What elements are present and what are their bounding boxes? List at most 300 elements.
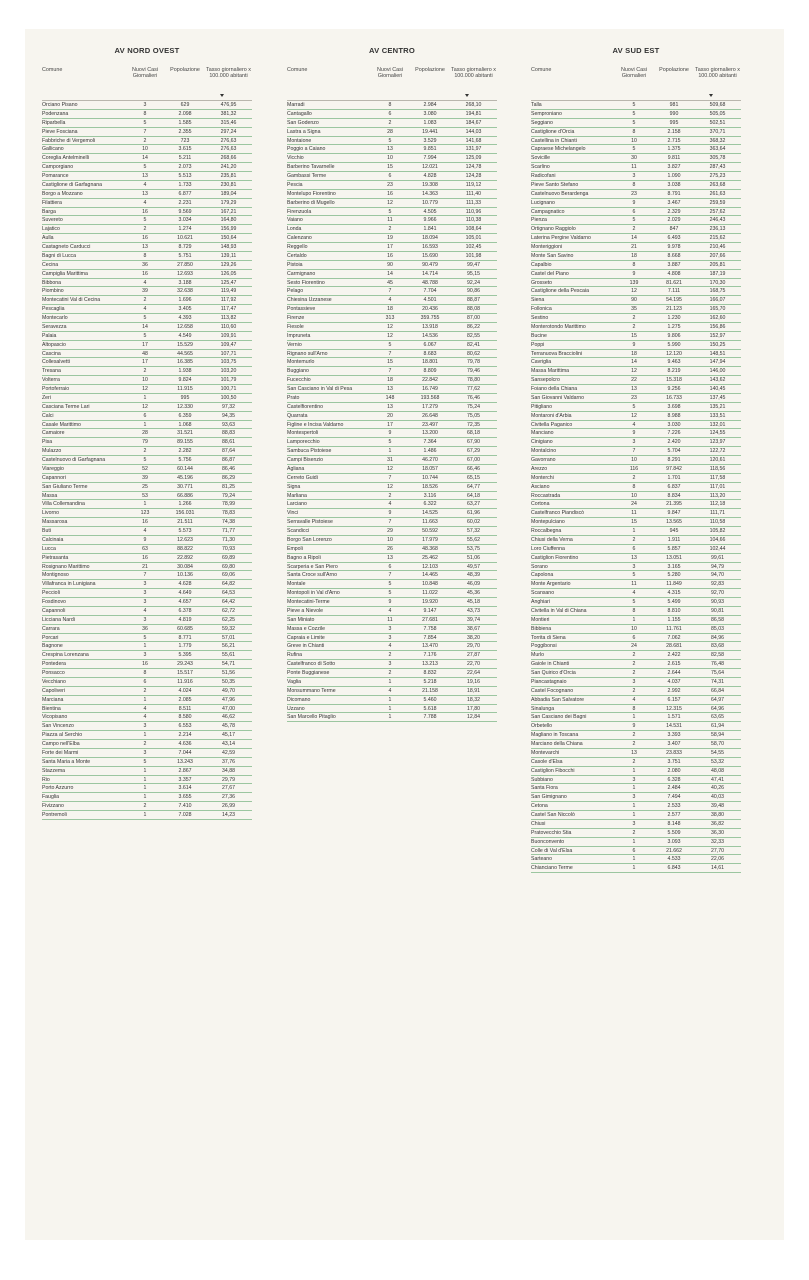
table-row (42, 216, 252, 225)
cell-cases: 5 (388, 341, 392, 348)
cell-cases: 6 (388, 173, 392, 179)
table-row (287, 385, 497, 394)
table-row (42, 403, 252, 412)
cell-comune: San Marcello Pitaglio (287, 714, 336, 721)
cell-rate: 126,05 (220, 270, 237, 277)
cell-population: 3.357 (178, 776, 192, 783)
cell-cases: 1 (143, 421, 147, 428)
cell-rate: 64,96 (711, 705, 724, 712)
cell-population: 32.638 (177, 288, 193, 295)
header-rate[interactable]: Tasso giornaliero x 100.000 abitanti (206, 67, 251, 79)
cell-rate: 42,59 (222, 749, 235, 756)
cell-population: 1.230 (667, 315, 681, 321)
cell-population: 12.103 (422, 563, 438, 570)
table-row (287, 199, 497, 208)
cell-cases: 2 (143, 687, 147, 694)
cell-comune: Vinci (287, 510, 299, 517)
cell-cases: 16 (142, 270, 148, 277)
cell-population: 50.592 (422, 528, 438, 534)
cell-comune: Pieve a Nievole (287, 607, 324, 614)
cell-cases: 79 (142, 439, 148, 446)
cell-comune: Bibbona (42, 279, 62, 286)
header-comune[interactable]: Comune (42, 67, 63, 73)
cell-comune: Gaiole in Chianti (531, 661, 570, 668)
cell-cases: 3 (632, 794, 636, 801)
cell-rate: 236,13 (709, 226, 726, 233)
table-row (287, 687, 497, 696)
cell-cases: 12 (142, 403, 148, 410)
cell-comune: Montaione (287, 137, 312, 144)
cell-population: 5.513 (178, 173, 192, 179)
cell-cases: 11 (387, 616, 393, 623)
cell-cases: 11 (387, 217, 393, 224)
cell-cases: 45 (387, 279, 393, 286)
cell-comune: Altopascio (42, 341, 66, 348)
cell-cases: 24 (631, 643, 637, 650)
cell-population: 3.080 (423, 110, 437, 117)
table-row (531, 429, 741, 438)
cell-population: 21.158 (422, 687, 438, 694)
cell-cases: 5 (388, 590, 392, 597)
cell-cases: 8 (143, 252, 147, 259)
cell-population: 5.280 (667, 572, 681, 579)
cell-comune: Pontassieve (287, 306, 316, 313)
table-row (287, 314, 497, 323)
cell-cases: 13 (631, 554, 637, 561)
cell-rate: 99,47 (467, 261, 480, 268)
table-row (287, 438, 497, 447)
table-row (42, 367, 252, 376)
header-population[interactable]: Popolazione (170, 67, 200, 73)
cell-population: 1.274 (178, 226, 192, 233)
table-row (531, 101, 741, 110)
cell-population: 2.355 (178, 128, 192, 135)
cell-rate: 297,24 (220, 128, 237, 135)
cell-comune: Sarteano (531, 856, 553, 863)
cell-rate: 124,55 (709, 430, 726, 437)
table-row (287, 713, 497, 722)
cell-population: 6.157 (667, 696, 681, 703)
cell-rate: 88,08 (467, 306, 480, 313)
cell-population: 45.196 (177, 474, 193, 481)
cell-comune: Bucine (531, 332, 547, 339)
cell-cases: 1 (388, 696, 392, 703)
cell-rate: 123,97 (709, 439, 726, 446)
cell-comune: Castelfranco Piandiscò (531, 510, 585, 517)
cell-cases: 2 (143, 368, 147, 375)
table-row (531, 314, 741, 323)
cell-rate: 64,97 (711, 696, 724, 703)
cell-comune: Castiglion Fibocchi (531, 767, 575, 774)
table-row (287, 181, 497, 190)
header-population[interactable]: Popolazione (415, 67, 445, 73)
table-row (531, 243, 741, 252)
cell-rate: 315,46 (220, 119, 237, 126)
cell-population: 1.911 (667, 536, 681, 543)
cell-rate: 110,38 (465, 217, 482, 224)
cell-cases: 18 (631, 252, 637, 259)
table-row (287, 536, 497, 545)
cell-cases: 3 (143, 102, 147, 108)
cell-comune: Chiusi della Verna (531, 536, 573, 543)
cell-population: 19.308 (422, 181, 438, 188)
cell-population: 54.195 (666, 297, 682, 304)
table-row (531, 509, 741, 518)
cell-population: 1.701 (667, 474, 681, 481)
cell-population: 2.577 (667, 812, 681, 818)
cell-cases: 8 (632, 705, 636, 712)
cell-cases: 31 (387, 457, 393, 463)
cell-cases: 15 (631, 519, 637, 526)
cell-rate: 22,70 (467, 661, 480, 668)
cell-comune: Lastra a Signa (287, 128, 321, 135)
table-row (531, 500, 741, 509)
table-row (531, 270, 741, 279)
cell-comune: Montepulciano (531, 519, 565, 526)
table-row (42, 651, 252, 660)
cell-population: 1.841 (423, 226, 437, 233)
cell-population: 6.493 (667, 235, 681, 242)
cell-comune: Montignoso (42, 572, 69, 579)
table-row (42, 767, 252, 776)
table-row (42, 740, 252, 749)
cell-population: 26.648 (422, 412, 438, 419)
cell-population: 6.837 (667, 483, 681, 490)
cell-population: 12.693 (177, 270, 193, 277)
cell-cases: 1 (632, 528, 636, 534)
header-cases[interactable]: Nuovi Casi Giornalieri (620, 67, 648, 79)
sort-descending-icon[interactable] (709, 94, 713, 97)
table-row (531, 492, 741, 501)
cell-cases: 4 (143, 279, 147, 286)
table-row (42, 208, 252, 217)
table-row (531, 154, 741, 163)
cell-cases: 4 (143, 705, 147, 712)
cell-comune: Buggiano (287, 368, 309, 375)
table-row (42, 483, 252, 492)
cell-cases: 12 (387, 323, 393, 330)
cell-population: 3.393 (667, 732, 681, 739)
column-title: AV NORD OVEST (114, 46, 180, 55)
cell-cases: 13 (142, 190, 148, 197)
sort-descending-icon[interactable] (220, 94, 224, 97)
table-row (42, 589, 252, 598)
cell-comune: Fauglia (42, 794, 60, 801)
table-row (531, 784, 741, 793)
cell-cases: 3 (388, 634, 392, 641)
cell-population: 7.410 (178, 803, 192, 810)
cell-rate: 43,14 (222, 741, 235, 747)
cell-cases: 7 (388, 368, 392, 375)
cell-comune: Castiglione d'Orcia (531, 128, 575, 135)
table-row (42, 145, 252, 154)
cell-rate: 51,06 (467, 554, 480, 561)
table-row (531, 634, 741, 643)
table-row (42, 518, 252, 527)
table-row (531, 660, 741, 669)
cell-population: 7.028 (178, 812, 192, 818)
cell-rate: 57,32 (467, 528, 480, 534)
cell-comune: Vaglia (287, 678, 302, 685)
table-row (42, 287, 252, 296)
table-row (42, 252, 252, 261)
cell-population: 11.849 (666, 581, 682, 588)
table-row (42, 554, 252, 563)
cell-cases: 14 (142, 323, 148, 330)
table-row (531, 598, 741, 607)
cell-cases: 14 (631, 359, 637, 366)
table-row (42, 128, 252, 137)
cell-rate: 58,70 (711, 741, 724, 747)
cell-rate: 32,33 (711, 838, 724, 845)
cell-cases: 2 (143, 137, 147, 144)
sort-descending-icon[interactable] (465, 94, 469, 97)
cell-population: 12.021 (422, 164, 438, 171)
table-row (42, 305, 252, 314)
cell-cases: 16 (142, 554, 148, 561)
cell-rate: 100,71 (220, 386, 237, 392)
cell-population: 89.155 (177, 439, 193, 446)
cell-population: 5.751 (178, 252, 192, 259)
cell-comune: Santa Croce sull'Arno (287, 572, 338, 579)
cell-comune: Tresana (42, 368, 61, 375)
cell-cases: 18 (387, 377, 393, 384)
cell-population: 13.470 (422, 643, 438, 650)
cell-cases: 3 (632, 563, 636, 570)
cell-cases: 14 (631, 235, 637, 242)
table-row (531, 287, 741, 296)
table-row (42, 474, 252, 483)
cell-comune: Arezzo (531, 465, 548, 472)
cell-comune: Castellina in Chianti (531, 137, 577, 144)
cell-comune: Bientina (42, 705, 61, 712)
cell-cases: 18 (387, 306, 393, 313)
cell-cases: 26 (387, 545, 393, 552)
cell-comune: Piazza al Serchio (42, 732, 83, 739)
cell-rate: 205,81 (709, 261, 726, 268)
cell-comune: Terranuova Bracciolini (531, 350, 583, 357)
cell-comune: San Giuliano Terme (42, 483, 88, 490)
cell-cases: 6 (143, 412, 147, 419)
cell-rate: 207,66 (709, 252, 726, 259)
cell-population: 5.990 (667, 341, 681, 348)
table-row (287, 483, 497, 492)
cell-rate: 111,40 (465, 190, 482, 197)
cell-rate: 36,30 (711, 829, 724, 836)
cell-population: 8.834 (667, 492, 681, 499)
cell-cases: 5 (632, 403, 636, 410)
table-row (42, 802, 252, 811)
cell-rate: 68,18 (467, 430, 480, 437)
table-row (287, 447, 497, 456)
cell-comune: Cerreto Guidi (287, 474, 318, 481)
table-row (531, 225, 741, 234)
cell-population: 3.188 (178, 279, 192, 286)
cell-rate: 117,47 (220, 306, 237, 313)
cell-cases: 8 (632, 607, 636, 614)
table-row (42, 429, 252, 438)
cell-cases: 1 (388, 448, 392, 455)
cell-comune: Orciano Pisano (42, 102, 78, 108)
cell-rate: 69,06 (222, 572, 235, 579)
cell-cases: 1 (388, 714, 392, 721)
cell-population: 3.615 (178, 146, 192, 153)
cell-cases: 13 (631, 386, 637, 392)
table-row (531, 145, 741, 154)
cell-rate: 179,29 (220, 199, 237, 206)
header-comune[interactable]: Comune (531, 67, 552, 73)
cell-rate: 63,27 (467, 501, 480, 508)
cell-rate: 40,03 (711, 794, 724, 801)
table-row (531, 589, 741, 598)
cell-rate: 102,44 (709, 545, 726, 552)
cell-rate: 85,03 (711, 625, 724, 632)
table-header (531, 67, 741, 101)
cell-population: 8.291 (667, 457, 681, 463)
cell-comune: Vaiano (287, 217, 303, 224)
table-row (531, 616, 741, 625)
cell-comune: Monte San Savino (531, 252, 574, 259)
cell-population: 14.363 (422, 190, 438, 197)
tables-panel (25, 29, 784, 1240)
cell-cases: 9 (632, 270, 636, 277)
cell-rate: 194,81 (465, 110, 482, 117)
cell-rate: 156,86 (709, 323, 726, 330)
cell-cases: 4 (632, 696, 636, 703)
cell-comune: Orbetello (531, 723, 553, 730)
cell-rate: 90,86 (467, 288, 480, 295)
cell-cases: 5 (632, 572, 636, 579)
cell-cases: 116 (629, 465, 639, 472)
cell-rate: 137,45 (709, 394, 726, 401)
header-rate[interactable]: Tasso giornaliero x 100.000 abitanti (695, 67, 740, 79)
cell-comune: San Godenzo (287, 119, 319, 126)
cell-comune: Campagnatico (531, 208, 565, 215)
table-row (531, 802, 741, 811)
cell-cases: 36 (142, 625, 148, 632)
cell-population: 9.966 (423, 217, 437, 224)
cell-cases: 10 (387, 155, 393, 162)
cell-rate: 259,59 (709, 199, 726, 206)
table-body (287, 101, 497, 722)
cell-comune: Impruneta (287, 332, 311, 339)
cell-rate: 53,75 (467, 545, 480, 552)
cell-comune: Grosseto (531, 279, 553, 286)
cell-rate: 150,25 (709, 341, 726, 348)
cell-comune: Marliana (287, 492, 307, 499)
cell-rate: 37,76 (222, 758, 235, 765)
cell-rate: 51,56 (222, 670, 235, 676)
cell-comune: Carmignano (287, 270, 316, 277)
table-row (531, 855, 741, 864)
cell-rate: 103,20 (220, 368, 237, 375)
cell-cases: 9 (632, 199, 636, 206)
cell-cases: 2 (632, 829, 636, 836)
cell-population: 3.751 (667, 758, 681, 765)
table-row (42, 447, 252, 456)
cell-rate: 92,83 (711, 581, 724, 588)
cell-rate: 133,51 (709, 412, 726, 419)
cell-rate: 509,68 (709, 102, 726, 108)
cell-population: 629 (180, 102, 190, 108)
cell-population: 18.057 (422, 465, 438, 472)
cell-comune: Cortona (531, 501, 550, 508)
cell-rate: 56,21 (222, 643, 235, 650)
cell-rate: 78,83 (222, 510, 235, 517)
cell-comune: Bagno a Ripoli (287, 554, 321, 561)
header-cases[interactable]: Nuovi Casi Giornalieri (376, 67, 404, 79)
cell-comune: Casole d'Elsa (531, 758, 563, 765)
header-population[interactable]: Popolazione (659, 67, 689, 73)
cell-rate: 147,94 (709, 359, 726, 366)
cell-population: 2.484 (667, 785, 681, 792)
cell-comune: Palaia (42, 332, 57, 339)
cell-population: 7.176 (423, 652, 437, 659)
table-row (42, 492, 252, 501)
cell-population: 990 (669, 110, 679, 117)
cell-comune: Scarlino (531, 164, 550, 171)
table-row (531, 128, 741, 137)
cell-cases: 22 (631, 377, 637, 384)
table-row (531, 758, 741, 767)
cell-rate: 77,62 (467, 386, 480, 392)
cell-comune: Rignano sull'Arno (287, 350, 328, 357)
cell-rate: 104,66 (709, 536, 726, 543)
table-row (531, 385, 741, 394)
cell-rate: 368,32 (709, 137, 726, 144)
header-cases[interactable]: Nuovi Casi Giornalieri (131, 67, 159, 79)
cell-rate: 129,26 (220, 261, 237, 268)
cell-population: 21.123 (666, 306, 682, 313)
column-title: AV SUD EST (612, 46, 660, 55)
table-row (287, 429, 497, 438)
cell-comune: Radicofani (531, 173, 556, 179)
cell-rate: 144,03 (465, 128, 482, 135)
cell-cases: 13 (142, 244, 148, 250)
cell-comune: Anghiari (531, 599, 551, 605)
table-row (531, 722, 741, 731)
cell-cases: 25 (142, 483, 148, 490)
cell-rate: 119,49 (220, 288, 237, 295)
cell-cases: 36 (142, 261, 148, 268)
cell-comune: Porcari (42, 634, 59, 641)
cell-comune: Massa e Cozzile (287, 625, 326, 632)
header-comune[interactable]: Comune (287, 67, 308, 73)
cell-rate: 168,75 (709, 288, 726, 295)
table-row (42, 749, 252, 758)
cell-cases: 10 (631, 625, 637, 632)
cell-cases: 3 (143, 723, 147, 730)
cell-population: 4.024 (178, 687, 192, 694)
cell-population: 5.704 (667, 448, 681, 455)
cell-rate: 122,72 (709, 448, 726, 455)
cell-comune: Pontremoli (42, 812, 67, 818)
cell-comune: Reggello (287, 244, 308, 250)
cell-comune: Monterchi (531, 474, 554, 481)
cell-rate: 148,93 (220, 244, 237, 250)
cell-cases: 11 (631, 164, 637, 171)
cell-comune: Piombino (42, 288, 64, 295)
cell-population: 9.463 (667, 359, 681, 366)
cell-population: 3.405 (178, 306, 192, 313)
cell-comune: Borgo San Lorenzo (287, 536, 332, 543)
cell-population: 9.256 (667, 386, 681, 392)
cell-rate: 53,32 (711, 758, 724, 765)
cell-rate: 94,35 (222, 412, 235, 419)
cell-rate: 88,61 (222, 439, 235, 446)
header-rate[interactable]: Tasso giornaliero x 100.000 abitanti (451, 67, 496, 79)
cell-comune: Chianciano Terme (531, 865, 573, 872)
